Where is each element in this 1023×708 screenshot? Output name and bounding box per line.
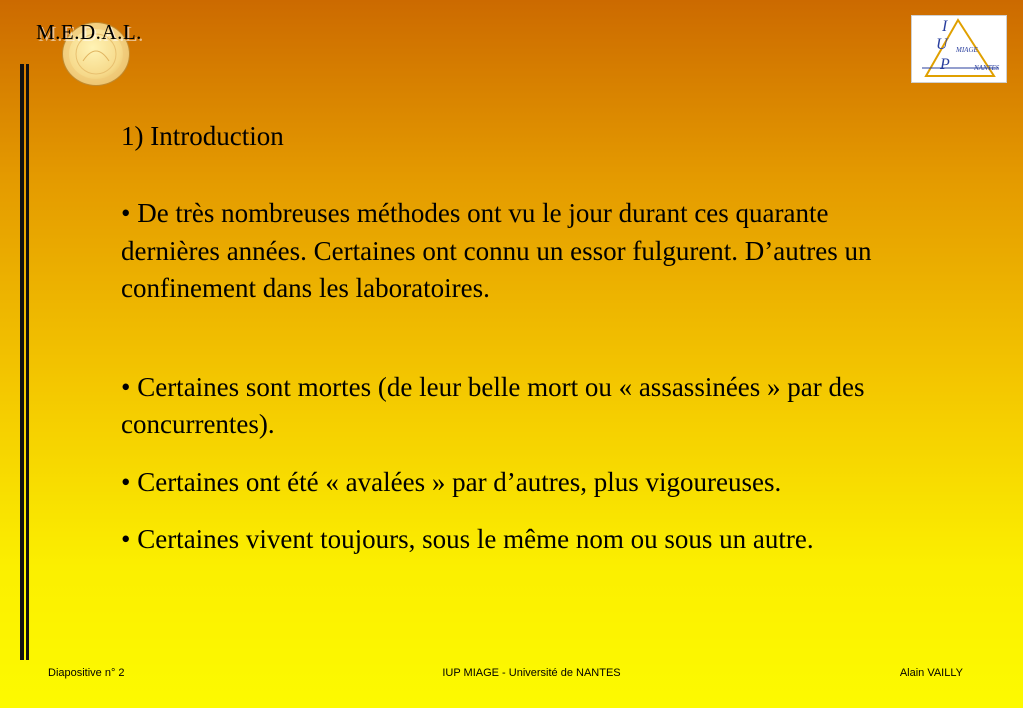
bullet-paragraph: • Certaines ont été « avalées » par d’autres, plus vigoureuses.	[121, 466, 782, 497]
left-rule-inner	[26, 64, 29, 660]
logo-letter-p: P	[940, 56, 950, 73]
bullet-paragraph: • Certaines vivent toujours, sous le même nom ou sous un autre.	[121, 523, 814, 554]
footer-author: Alain VAILLY	[899, 667, 963, 679]
footer-institution: IUP MIAGE - Université de NANTES	[442, 667, 621, 679]
logo-miage-text: MIAGE	[956, 46, 978, 54]
logo-nantes-text: NANTES	[974, 64, 1000, 72]
slide-number: Diapositive n° 2	[48, 667, 125, 679]
iup-miage-logo	[911, 15, 1007, 83]
logo-letter-u: U	[936, 36, 948, 53]
slide-content	[121, 118, 911, 558]
left-rule	[20, 64, 24, 660]
slide-heading: 1) Introduction	[121, 121, 284, 151]
logo-letter-i: I	[942, 18, 948, 35]
brand-title: M.E.D.A.L.	[36, 20, 142, 44]
bullet-paragraph: • Certaines sont mortes (de leur belle mort ou « assassinées » par des concurrentes).	[121, 372, 865, 440]
bullet-paragraph: • De très nombreuses méthodes ont vu le jour durant ces quarante dernières années. Certaines ont connu un essor fulgurent. D’autres un confinement dans les laboratoires.	[121, 198, 872, 303]
